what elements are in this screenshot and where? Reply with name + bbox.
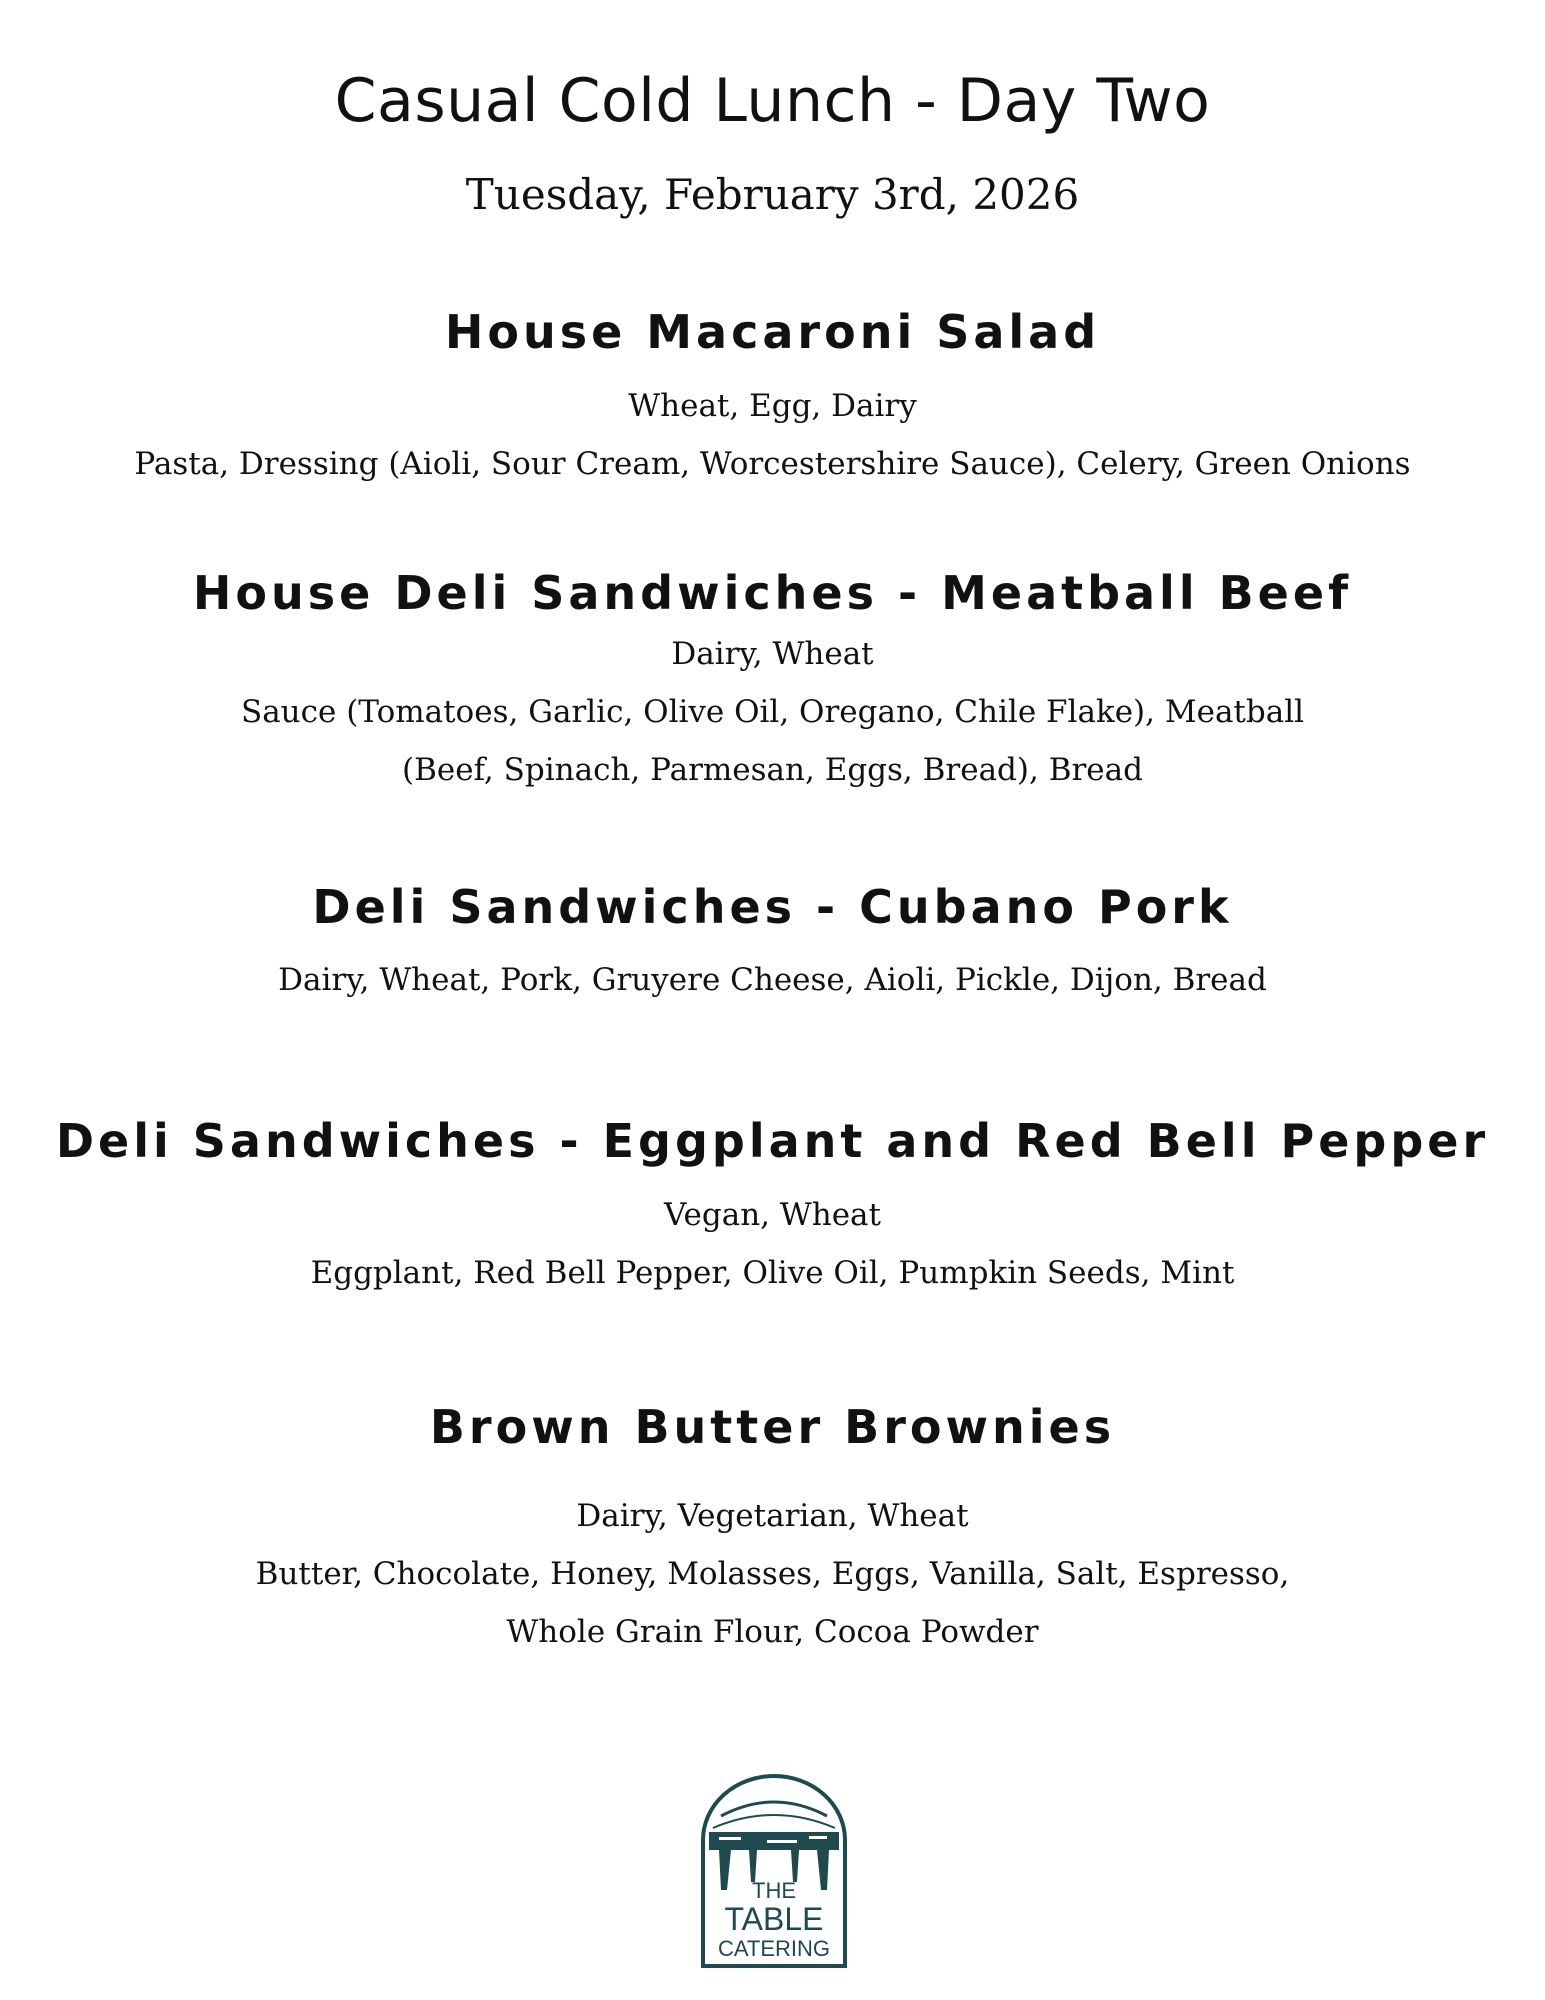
logo-text-line2: TABLE xyxy=(724,1901,824,1937)
table-logo-icon xyxy=(697,1770,851,1970)
catering-logo xyxy=(697,1770,851,1970)
dish-name: House Deli Sandwiches - Meatball Beef xyxy=(192,566,1353,620)
dish-allergens: Wheat, Egg, Dairy xyxy=(628,388,917,424)
dish-ingredients: Eggplant, Red Bell Pepper, Olive Oil, Pumpkin Seeds, Mint xyxy=(310,1255,1235,1291)
logo-text-line1: THE xyxy=(752,1878,796,1903)
dish-ingredients: Whole Grain Flour, Cocoa Powder xyxy=(506,1614,1039,1650)
dish-allergens: Vegan, Wheat xyxy=(664,1197,881,1233)
dish-ingredients: Sauce (Tomatoes, Garlic, Olive Oil, Oregano, Chile Flake), Meatball xyxy=(240,694,1305,730)
dish-ingredients: Pasta, Dressing (Aioli, Sour Cream, Worcestershire Sauce), Celery, Green Onions xyxy=(134,446,1411,482)
dish-ingredients: (Beef, Spinach, Parmesan, Eggs, Bread), Bread xyxy=(402,752,1143,788)
menu-title: Casual Cold Lunch - Day Two xyxy=(334,66,1211,136)
dish-allergens: Dairy, Vegetarian, Wheat xyxy=(576,1498,969,1534)
dish-name: Deli Sandwiches - Cubano Pork xyxy=(312,880,1233,934)
dish-allergens: Dairy, Wheat xyxy=(671,636,874,672)
dish-name: House Macaroni Salad xyxy=(444,305,1101,359)
menu-date: Tuesday, February 3rd, 2026 xyxy=(465,170,1080,219)
dish-allergens: Dairy, Wheat, Pork, Gruyere Cheese, Aioli, Pickle, Dijon, Bread xyxy=(278,962,1267,998)
dish-ingredients: Butter, Chocolate, Honey, Molasses, Eggs, Vanilla, Salt, Espresso, xyxy=(255,1556,1290,1592)
dish-name: Brown Butter Brownies xyxy=(429,1400,1116,1454)
logo-text-line3: CATERING xyxy=(717,1936,831,1961)
dish-name: Deli Sandwiches - Eggplant and Red Bell Pepper xyxy=(55,1114,1490,1168)
